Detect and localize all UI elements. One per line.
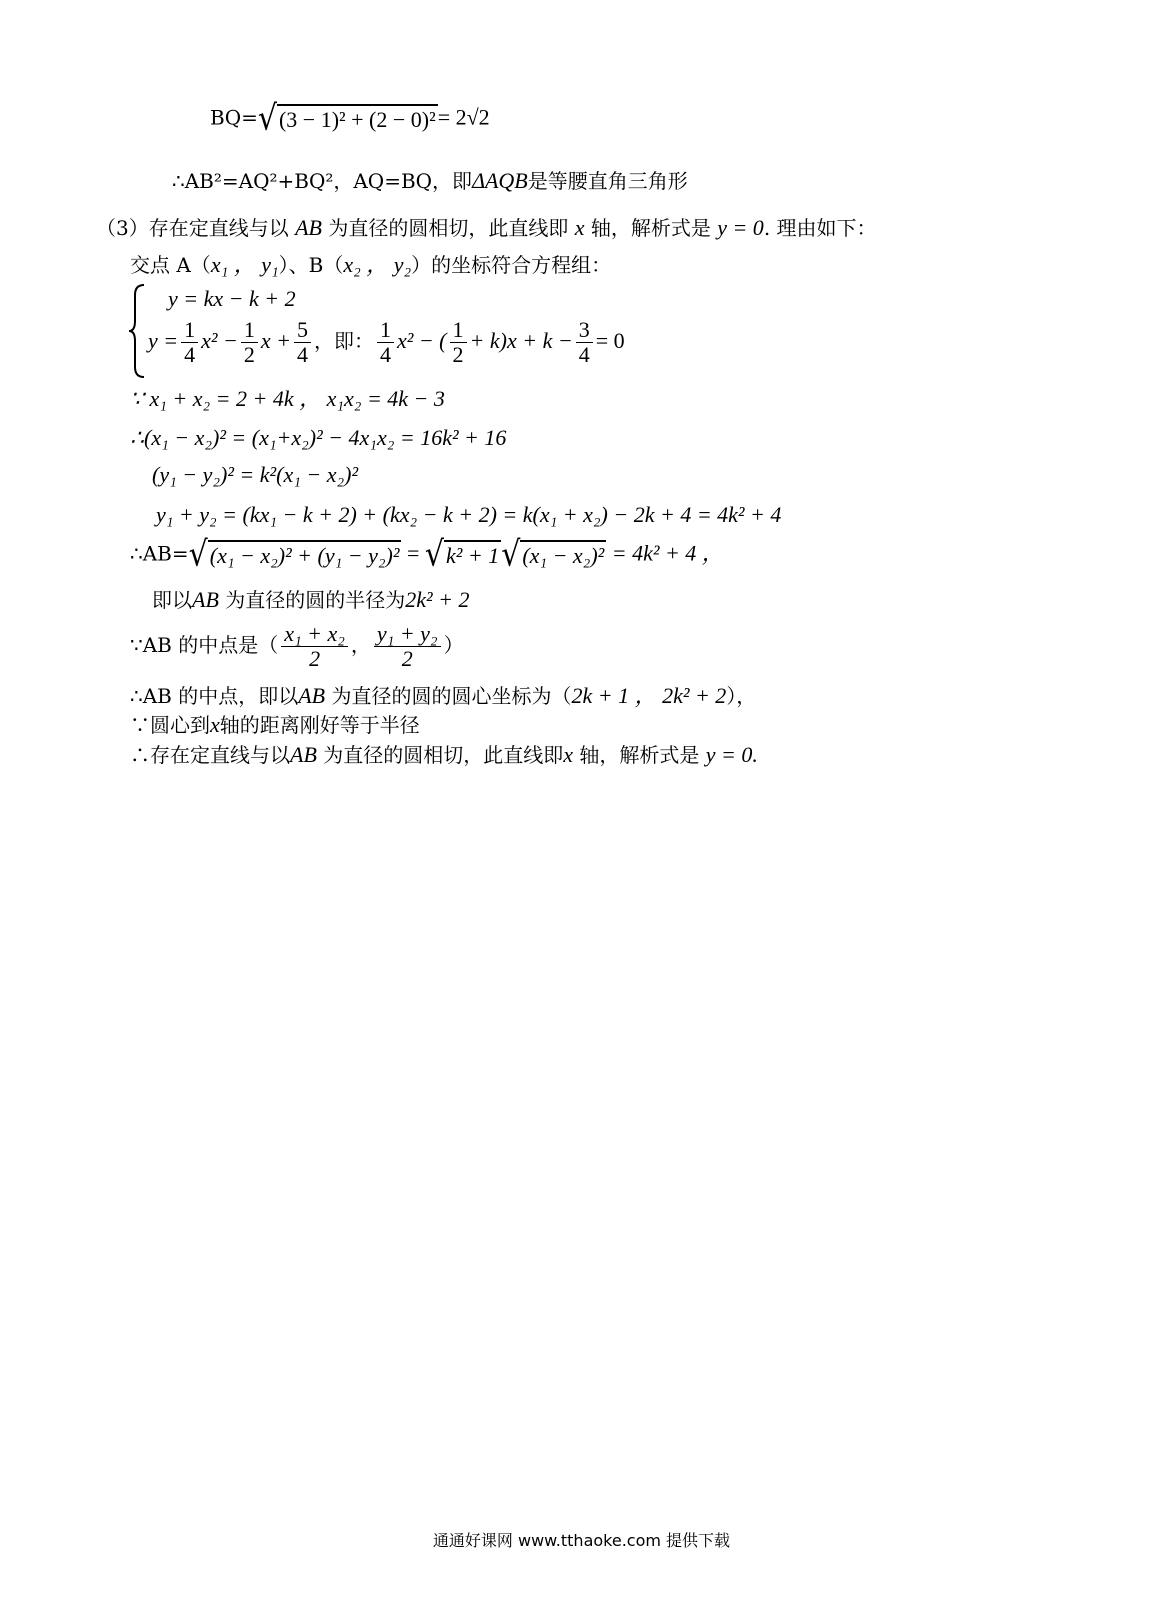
center-line: ∴AB 的中点，即以AB 为直径的圆的圆心坐标为（2k + 1 ， 2k² + 2）， xyxy=(130,683,757,708)
distance-line: ∵圆心到x轴的距离刚好等于半径 xyxy=(130,712,420,737)
system-brace xyxy=(128,283,146,379)
radical: √ k² + 1 xyxy=(424,534,500,575)
sum-y-line: y₁ + y₂ = (kx₁ − k + 2) + (kx₂ − k + 2) = k(x₁ + x₂) − 2k + 4 = 4k² + 4 xyxy=(156,502,782,527)
part3-statement: （3）存在定直线与以 AB 为直径的圆相切，此直线即 x 轴，解析式是 y = 0. 理由如下： xyxy=(96,215,877,240)
diff-y-line: (y₁ − y₂)² = k²(x₁ − x₂)² xyxy=(152,462,359,487)
system-equation-1: y = kx − k + 2 xyxy=(168,286,296,311)
diff-x-line: ∴(x₁ − x₂)² = (x₁+x₂)² − 4x₁x₂ = 16k² + 16 xyxy=(130,425,507,450)
vieta-line: ∵ x₁ + x₂ = 2 + 4k ， x₁x₂ = 4k − 3 xyxy=(130,386,445,411)
fraction: $\frac{5}{4}$ xyxy=(294,318,311,367)
fraction: $\frac{1}{4}$ xyxy=(181,318,198,367)
radical: √ (x₁ − x₂)² + (y₁ − y₂)² xyxy=(188,534,400,575)
bq-result: = 2√2 xyxy=(437,104,490,130)
radical: √ (x₁ − x₂)² xyxy=(501,534,605,575)
intersection-points-line: 交点 A（x₁ ， y₁）、B（x₂ ， y₂）的坐标符合方程组： xyxy=(130,252,612,277)
system-equation-2: y = $\frac{1}{4}$ x² − $\frac{1}{2}$ x + $\frac{5}{4}$ ，即： $\frac{1}{4}$ x² − ( $\frac{1}{2}$ + k)x + k − $\frac{3}{4}$ = 0 xyxy=(148,317,625,367)
midpoint-line: ∵AB 的中点是（ $\frac{\text{x₁ + x₂}}{2}$ ， $\frac{\text{y₁ + y₂}}{2}$ ） xyxy=(130,621,464,671)
bq-label: BQ= xyxy=(210,105,258,130)
fraction: $\frac{3}{4}$ xyxy=(576,318,593,367)
bq-line xyxy=(210,98,490,139)
bq-radical: √ (3 − 1)² + (2 − 0)² xyxy=(257,98,436,139)
ab-length-line: ∴AB= √ (x₁ − x₂)² + (y₁ − y₂)² = √ k² + 1 √ (x₁ − x₂)² = 4k² + 4 ， xyxy=(130,534,724,575)
fraction: $\frac{1}{2}$ xyxy=(241,318,258,367)
fraction: $\frac{1}{4}$ xyxy=(377,318,394,367)
fraction: $\frac{1}{2}$ xyxy=(450,318,467,367)
fraction: $\frac{\text{y₁ + y₂}}{2}$ xyxy=(374,622,441,671)
footer-source: 通通好课网 www.tthaoke.com 提供下载 xyxy=(432,1531,731,1550)
fraction: $\frac{\text{x₁ + x₂}}{2}$ xyxy=(281,622,348,671)
final-conclusion: ∴存在定直线与以AB 为直径的圆相切，此直线即x 轴，解析式是 y = 0. xyxy=(130,742,758,767)
radius-line: 即以AB 为直径的圆的半径为2k² + 2 xyxy=(152,587,470,612)
conclusion-isosceles: ∴AB²=AQ²+BQ²，AQ=BQ，即ΔAQB是等腰直角三角形 xyxy=(172,168,688,193)
